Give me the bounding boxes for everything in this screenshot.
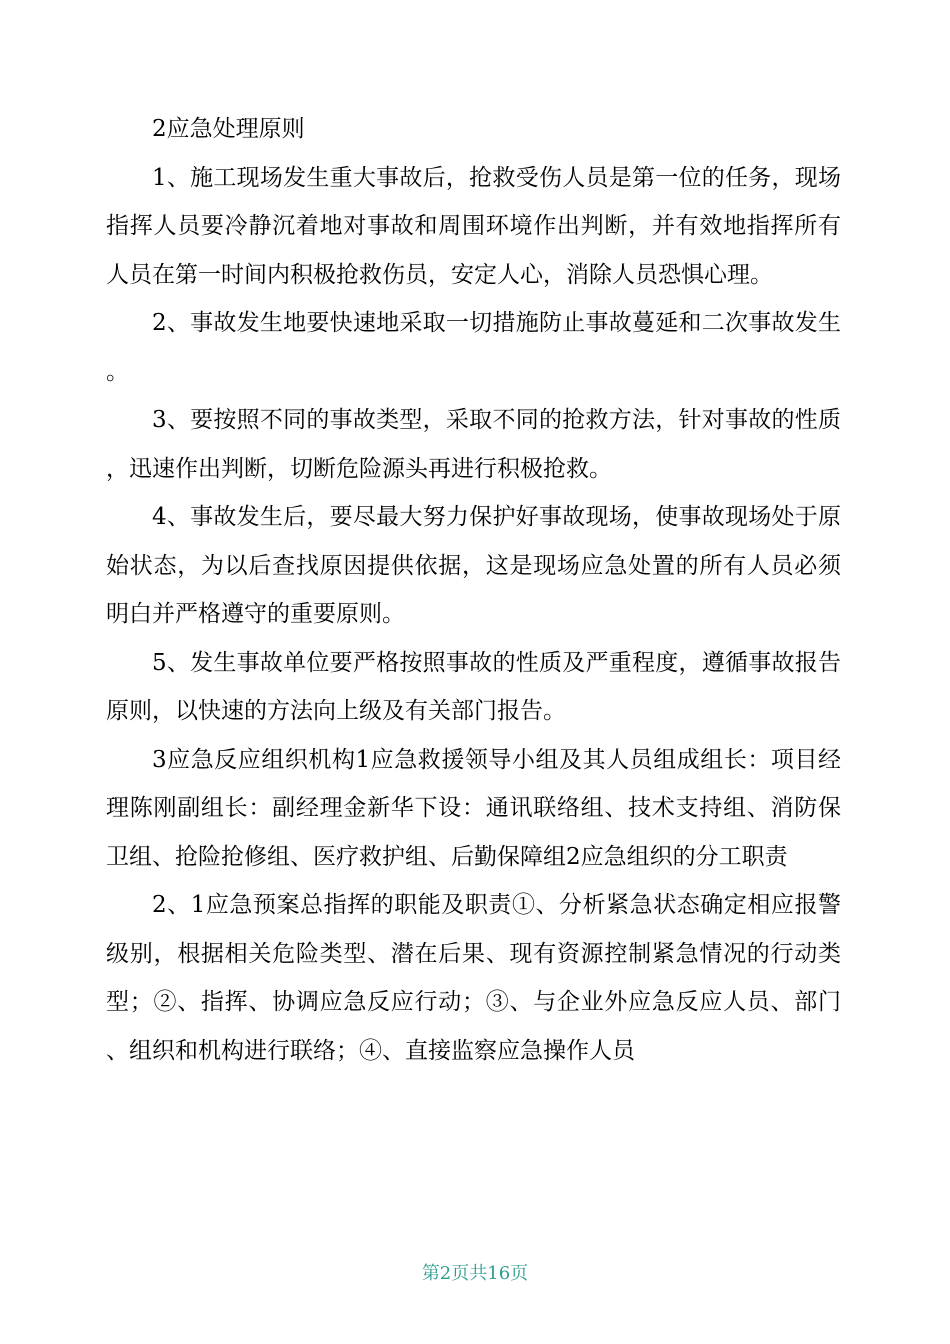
paragraph-principle-4: 4、事故发生后，要尽最大努力保护好事故现场，使事故现场处于原始状态，为以后查找原因提供依据，这是现场应急处置的所有人员必须明白并严格遵守的重要原则。: [106, 504, 841, 627]
paragraph-principle-1: 1、施工现场发生重大事故后，抢救受伤人员是第一位的任务，现场指挥人员要冷静沉着地对事故和周围环境作出判断，并有效地指挥所有人员在第一时间内积极抢救伤员，安定人心，消除人员恐惧心理。: [106, 164, 841, 288]
paragraph-commander-duties: 2、1应急预案总指挥的职能及职责①、分析紧急状态确定相应报警级别，根据相关危险类型、潜在后果、现有资源控制紧急情况的行动类型；②、指挥、协调应急反应行动；③、与企业外应急反应人员、部门、组织和机构进行联络；④、直接监察应急操作人员: [106, 892, 841, 1064]
paragraph-principle-2: 2、事故发生地要快速地采取一切措施防止事故蔓延和二次事故发生。: [106, 310, 841, 385]
paragraph-principle-5: 5、发生事故单位要严格按照事故的性质及严重程度，遵循事故报告原则，以快速的方法向上级及有关部门报告。: [106, 649, 841, 724]
paragraph-principle-3: 3、要按照不同的事故类型，采取不同的抢救方法，针对事故的性质，迅速作出判断，切断危险源头再进行积极抢救。: [106, 407, 841, 482]
paragraph-organization: 3应急反应组织机构1应急救援领导小组及其人员组成组长：项目经理陈刚副组长：副经理金新华下设：通讯联络组、技术支持组、消防保卫组、抢险抢修组、医疗救护组、后勤保障组2应急组织的分工职责: [106, 746, 841, 870]
page-number-footer: 第2页共16页: [421, 1263, 529, 1284]
heading-emergency-principles: 2应急处理原则: [152, 116, 305, 142]
document-body: [106, 105, 841, 1075]
